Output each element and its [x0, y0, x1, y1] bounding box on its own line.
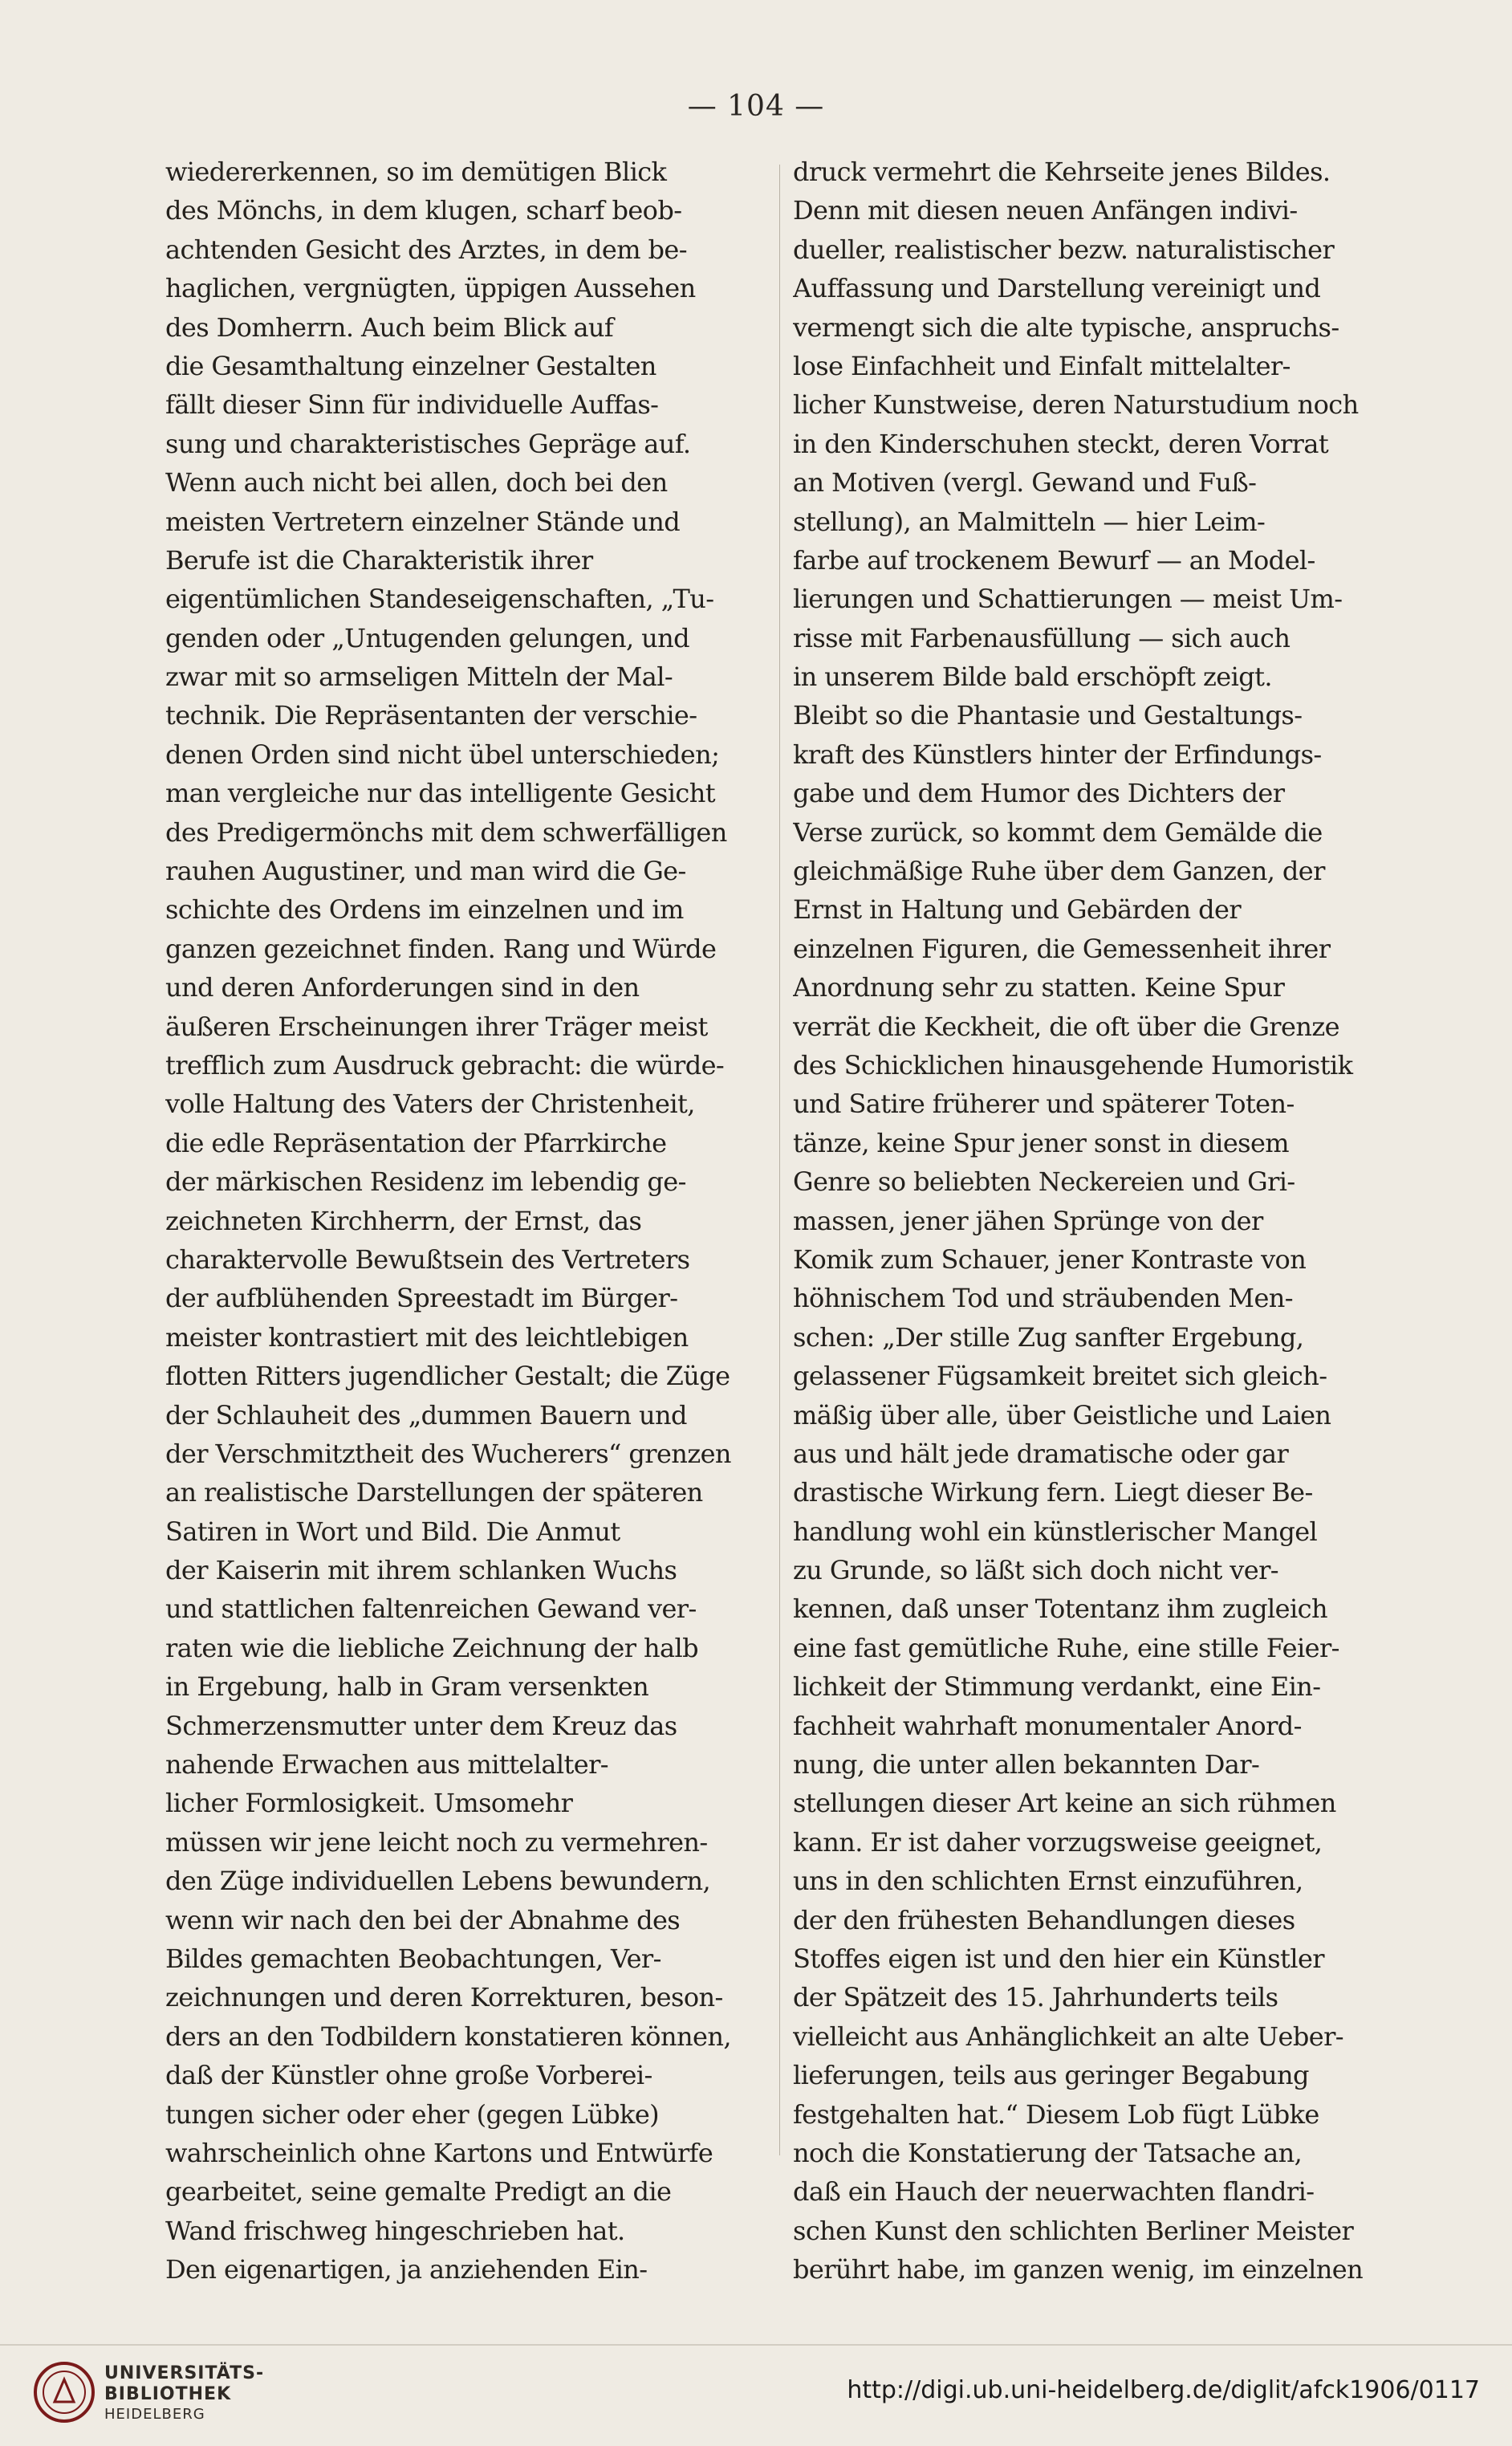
text-line: meisten Vertretern einzelner Stände und	[165, 506, 681, 537]
text-line: der märkischen Residenz im lebendig ge-	[165, 1166, 686, 1198]
text-line: müssen wir jene leicht noch zu vermehren-	[165, 1826, 708, 1858]
text-line: zwar mit so armseligen Mitteln der Mal-	[165, 661, 673, 693]
institution-line2: BIBLIOTHEK	[104, 2384, 232, 2404]
page-number: — 104 —	[687, 90, 825, 123]
text-line: genden oder „Untugenden gelungen, und	[165, 622, 690, 653]
text-line: Komik zum Schauer, jener Kontraste von	[793, 1243, 1307, 1275]
text-line: rauhen Augustiner, und man wird die Ge-	[165, 856, 686, 887]
text-line: uns in den schlichten Ernst einzuführen,	[793, 1866, 1303, 1897]
text-line: zeichnungen und deren Korrekturen, beson-	[165, 1982, 723, 2013]
text-line: haglichen, vergnügten, üppigen Aussehen	[165, 273, 696, 304]
text-line: dueller, realistischer bezw. naturalistischer	[793, 234, 1335, 265]
text-line: Wand frischweg hingeschrieben hat.	[165, 2215, 625, 2246]
text-line: handlung wohl ein künstlerischer Mangel	[793, 1516, 1318, 1547]
text-line: fällt dieser Sinn für individuelle Auffas-	[165, 389, 659, 421]
text-line: mäßig über alle, über Geistliche und Laien	[793, 1399, 1331, 1431]
text-line: wiedererkennen, so im demütigen Blick	[165, 157, 667, 187]
right-text-column	[793, 153, 1403, 2289]
text-line: noch die Konstatierung der Tatsache an,	[793, 2137, 1303, 2168]
text-line: Wenn auch nicht bei allen, doch bei den	[165, 467, 668, 499]
text-line: Berufe ist die Charakteristik ihrer	[165, 544, 593, 576]
text-line: ganzen gezeichnet finden. Rang und Würde	[165, 933, 717, 964]
text-line: der Schlauheit des „dummen Bauern und	[165, 1399, 687, 1431]
text-line: Ernst in Haltung und Gebärden der	[793, 894, 1242, 926]
text-line: den Züge individuellen Lebens bewundern,	[165, 1866, 711, 1897]
text-line: der Kaiserin mit ihrem schlanken Wuchs	[165, 1555, 677, 1586]
text-line: tungen sicher oder eher (gegen Lübke)	[165, 2098, 660, 2130]
footer-divider	[0, 2344, 1512, 2346]
text-line: aus und hält jede dramatische oder gar	[793, 1438, 1289, 1469]
text-line: festgehalten hat.“ Diesem Lob fügt Lübke	[793, 2098, 1319, 2130]
text-line: schen: „Der stille Zug sanfter Ergebung,	[793, 1321, 1304, 1353]
text-line: massen, jener jähen Sprünge von der	[793, 1205, 1263, 1236]
text-line: nung, die unter allen bekannten Dar-	[793, 1749, 1260, 1781]
text-line: der Spätzeit des 15. Jahrhunderts teils	[793, 1982, 1278, 2013]
text-line: lieferungen, teils aus geringer Begabung	[793, 2060, 1309, 2091]
text-line: tänze, keine Spur jener sonst in diesem	[793, 1127, 1290, 1158]
text-line: Verse zurück, so kommt dem Gemälde die	[793, 816, 1323, 848]
text-line: drastische Wirkung fern. Liegt dieser Be-	[793, 1477, 1313, 1508]
text-line: ders an den Todbildern konstatieren können,	[165, 2021, 731, 2052]
text-line: eigentümlichen Standeseigenschaften, „Tu-	[165, 584, 714, 615]
text-line: und Satire früherer und späterer Toten-	[793, 1089, 1295, 1120]
text-line: vermengt sich die alte typische, anspruchs-	[793, 311, 1339, 343]
text-line: die edle Repräsentation der Pfarrkirche	[165, 1127, 667, 1158]
text-line: kraft des Künstlers hinter der Erfindungs-	[793, 739, 1322, 770]
text-line: Denn mit diesen neuen Anfängen indivi-	[793, 195, 1298, 226]
source-url-link[interactable]: http://digi.ub.uni-heidelberg.de/diglit/afck1906/0117	[847, 2376, 1480, 2404]
text-line: meister kontrastiert mit des leichtlebigen	[165, 1321, 689, 1353]
text-line: Bleibt so die Phantasie und Gestaltungs-	[793, 700, 1303, 731]
text-line: denen Orden sind nicht übel unterschieden;	[165, 739, 720, 770]
text-line: Anordnung sehr zu statten. Keine Spur	[793, 972, 1285, 1003]
text-line: Auffassung und Darstellung vereinigt und	[793, 273, 1321, 304]
text-line: Satiren in Wort und Bild. Die Anmut	[165, 1516, 620, 1547]
text-line: der aufblühenden Spreestadt im Bürger-	[165, 1283, 678, 1314]
text-line: verrät die Keckheit, die oft über die Grenze	[793, 1011, 1339, 1042]
text-line: in unserem Bilde bald erschöpft zeigt.	[793, 661, 1272, 693]
text-line: des Predigermönchs mit dem schwerfälligen	[165, 816, 727, 848]
text-line: des Domherrn. Auch beim Blick auf	[165, 311, 614, 343]
text-line: risse mit Farbenausfüllung — sich auch	[793, 622, 1290, 653]
text-line: licher Kunstweise, deren Naturstudium noch	[793, 389, 1359, 421]
text-line: gelassener Fügsamkeit breitet sich gleich-	[793, 1361, 1327, 1392]
text-line: zu Grunde, so läßt sich doch nicht ver-	[793, 1555, 1279, 1586]
text-line: farbe auf trockenem Bewurf — an Model-	[793, 544, 1315, 576]
text-line: technik. Die Repräsentanten der verschie-	[165, 700, 697, 731]
text-line: daß der Künstler ohne große Vorberei-	[165, 2060, 652, 2091]
text-line: flotten Ritters jugendlicher Gestalt; die Züge	[165, 1361, 730, 1392]
text-line: der Verschmitztheit des Wucherers“ grenzen	[165, 1438, 731, 1469]
text-line: stellung), an Malmitteln — hier Leim-	[793, 506, 1266, 537]
text-line: schen Kunst den schlichten Berliner Meister	[793, 2215, 1354, 2246]
text-line: daß ein Hauch der neuerwachten flandri-	[793, 2176, 1315, 2208]
column-divider	[779, 165, 780, 2155]
text-line: gearbeitet, seine gemalte Predigt an die	[165, 2176, 672, 2208]
left-text-column	[165, 153, 775, 2289]
text-line: Bildes gemachten Beobachtungen, Ver-	[165, 1943, 661, 1974]
text-line: lierungen und Schattierungen — meist Um-	[793, 584, 1343, 615]
text-line: trefflich zum Ausdruck gebracht: die würde-	[165, 1049, 725, 1081]
text-line: vielleicht aus Anhänglichkeit an alte Ueber-	[793, 2021, 1344, 2052]
text-line: wenn wir nach den bei der Abnahme des	[165, 1904, 681, 1935]
text-line: des Schicklichen hinausgehende Humoristik	[793, 1049, 1353, 1081]
institution-line1: UNIVERSITÄTS-	[104, 2363, 265, 2383]
text-line: Genre so beliebten Neckereien und Gri-	[793, 1166, 1295, 1198]
text-line: kann. Er ist daher vorzugsweise geeignet,	[793, 1826, 1323, 1858]
text-line: druck vermehrt die Kehrseite jenes Bildes.	[793, 157, 1331, 187]
text-line: einzelnen Figuren, die Gemessenheit ihrer	[793, 933, 1331, 964]
text-line: äußeren Erscheinungen ihrer Träger meist	[165, 1011, 708, 1042]
text-line: fachheit wahrhaft monumentaler Anord-	[793, 1710, 1302, 1741]
text-line: charaktervolle Bewußtsein des Vertreters	[165, 1243, 690, 1275]
text-line: gabe und dem Humor des Dichters der	[793, 778, 1285, 809]
text-line: Schmerzensmutter unter dem Kreuz das	[165, 1710, 677, 1741]
text-line: berührt habe, im ganzen wenig, im einzelnen	[793, 2254, 1364, 2285]
text-line: lose Einfachheit und Einfalt mittelalter-	[793, 350, 1290, 381]
text-line: stellungen dieser Art keine an sich rühmen	[793, 1788, 1336, 1819]
text-line: Den eigenartigen, ja anziehenden Ein-	[165, 2254, 648, 2285]
text-line: an realistische Darstellungen der späteren	[165, 1477, 703, 1508]
text-line: lichkeit der Stimmung verdankt, eine Ein-	[793, 1671, 1321, 1703]
text-line: sung und charakteristisches Gepräge auf.	[165, 428, 691, 459]
text-line: gleichmäßige Ruhe über dem Ganzen, der	[793, 856, 1325, 887]
text-line: achtenden Gesicht des Arztes, in dem be-	[165, 234, 687, 265]
text-line: man vergleiche nur das intelligente Gesicht	[165, 778, 715, 809]
text-line: in den Kinderschuhen steckt, deren Vorrat	[793, 428, 1329, 459]
footer-bar	[0, 2344, 1512, 2446]
text-line: Stoffes eigen ist und den hier ein Künstler	[793, 1943, 1324, 1974]
text-line: kennen, daß unser Totentanz ihm zugleich	[793, 1593, 1327, 1625]
text-line: schichte des Ordens im einzelnen und im	[165, 894, 684, 926]
text-line: raten wie die liebliche Zeichnung der halb	[165, 1632, 699, 1663]
text-line: eine fast gemütliche Ruhe, eine stille Feier-	[793, 1632, 1339, 1663]
text-line: nahende Erwachen aus mittelalter-	[165, 1749, 608, 1781]
text-line: zeichneten Kirchherrn, der Ernst, das	[165, 1205, 642, 1236]
text-line: wahrscheinlich ohne Kartons und Entwürfe	[165, 2137, 713, 2168]
text-line: die Gesamthaltung einzelner Gestalten	[165, 350, 656, 381]
text-line: an Motiven (vergl. Gewand und Fuß-	[793, 467, 1257, 499]
text-line: des Mönchs, in dem klugen, scharf beob-	[165, 195, 682, 226]
institution-line3: HEIDELBERG	[104, 2406, 205, 2423]
text-line: und stattlichen faltenreichen Gewand ver-	[165, 1593, 697, 1625]
text-line: in Ergebung, halb in Gram versenkten	[165, 1671, 649, 1703]
text-line: der den frühesten Behandlungen dieses	[793, 1904, 1295, 1935]
text-line: höhnischem Tod und sträubenden Men-	[793, 1283, 1294, 1314]
text-line: volle Haltung des Vaters der Christenheit,	[165, 1089, 695, 1120]
text-line: licher Formlosigkeit. Umsomehr	[165, 1788, 573, 1819]
university-seal-icon	[32, 2360, 96, 2424]
text-line: und deren Anforderungen sind in den	[165, 972, 640, 1003]
institution-name	[104, 2363, 264, 2424]
